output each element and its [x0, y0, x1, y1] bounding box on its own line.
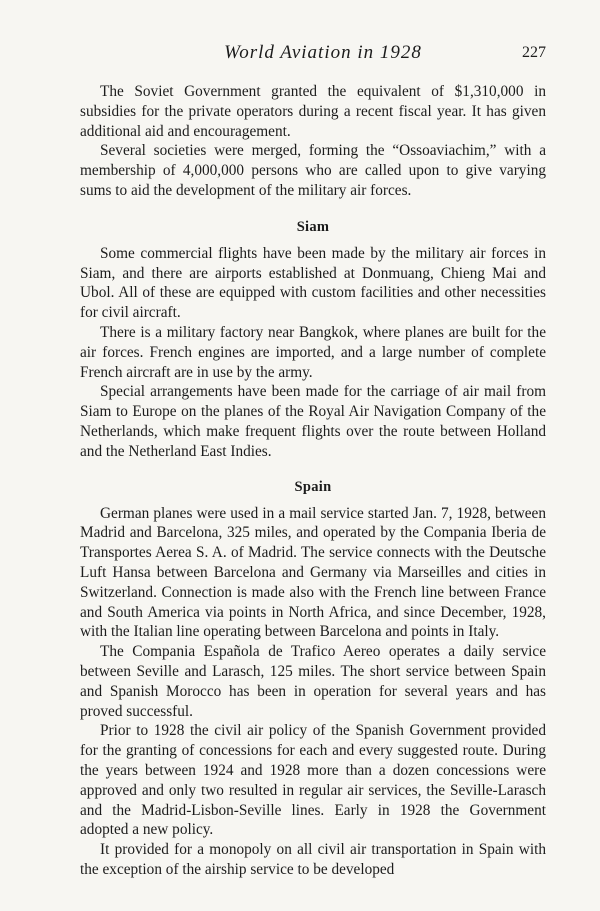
body-paragraph: The Soviet Government granted the equivalent of $1,310,000 in subsidies for the private operators during a recent fiscal year. It has given additional aid and encouragement. [80, 83, 546, 140]
body-paragraph: Some commercial flights have been made by the military air forces in Siam, and there are airports established at Donmuang, Chieng Mai and Ubol. All of these are equipped with custom facilities and other necessities for civil aircraft. [80, 244, 546, 322]
soviet-section [80, 82, 546, 201]
section-heading-spain: Spain [294, 478, 332, 495]
body-paragraph: Special arrangements have been made for the carriage of air mail from Siam to Europe on the planes of the Royal Air Navigation Company of the Netherlands, which make frequent flights over the route between Holland and the Netherland East Indies. [80, 383, 546, 460]
body-paragraph: German planes were used in a mail service started Jan. 7, 1928, between Madrid and Barcelona, 325 miles, and operated by the Compania Iberia de Transportes Aerea S. A. of Madrid. The service connects with the Deutsche Luft Hansa between Barcelona and Germany via Marseilles and cities in Switzerland. Connection is made also with the French line between France and South America via points in North Africa, and since December, 1928, with the Italian line operating between Barcelona and points in Italy. [80, 504, 546, 641]
body-paragraph: Prior to 1928 the civil air policy of the Spanish Government provided for the granting of concessions for each and every suggested route. During the years between 1924 and 1928 more than a dozen concessions were approved and only two resulted in regular air services, the Seville-Larasch and the Madrid-Lisbon-Seville lines. Early in 1928 the Government adopted a new policy. [80, 722, 546, 839]
siam-section [80, 219, 546, 462]
page-number: 227 [522, 44, 546, 61]
body-paragraph: There is a military factory near Bangkok, where planes are built for the air forces. French engines are imported, and a large number of complete French aircraft are in use by the army. [80, 323, 546, 381]
running-title: World Aviation in 1928 [224, 42, 422, 63]
running-head [80, 40, 546, 68]
body-paragraph: The Compania Española de Trafico Aereo operates a daily service between Seville and Larasch, 125 miles. The short service between Spain and Spanish Morocco has been in operation for several years and has proved successful. [80, 643, 546, 720]
body-paragraph: It provided for a monopoly on all civil air transportation in Spain with the exception of the airship service to be developed [80, 841, 546, 878]
body-paragraph: Several societies were merged, forming the “Ossoaviachim,” with a membership of 4,000,000 persons who are called upon to give varying sums to aid the development of the military air forces. [80, 142, 546, 199]
spain-section [80, 479, 546, 880]
section-heading-siam: Siam [296, 218, 330, 235]
